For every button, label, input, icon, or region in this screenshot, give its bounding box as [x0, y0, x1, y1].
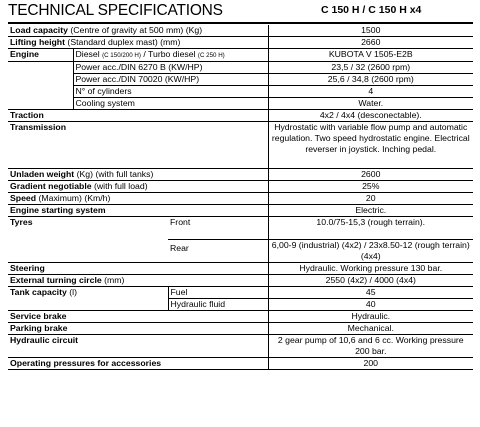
table-row	[8, 37, 473, 49]
transmission-value: Hydrostatic with variable flow pump and automatic regulation. Two speed hydrostatic engine. Electrical reverser in joystick. Inching pedal.	[268, 122, 473, 169]
operating-pressures-value: 200	[268, 358, 473, 370]
table-row	[8, 323, 473, 335]
fuel-label: Fuel	[168, 287, 268, 299]
table-row	[8, 311, 473, 323]
traction-value: 4x2 / 4x4 (desconectable).	[268, 110, 473, 122]
title-bar	[8, 0, 473, 24]
cylinders-value: 4	[268, 86, 473, 98]
speed-value: 20	[268, 193, 473, 205]
lifting-height-label: Lifting height	[10, 37, 66, 47]
table-row	[8, 358, 473, 370]
gradient-value: 25%	[268, 181, 473, 193]
steering-label: Steering	[8, 263, 268, 275]
power-6270-label: Power acc./DIN 6270 B (KW/HP)	[73, 62, 268, 74]
turning-circle-value: 2550 (4x2) / 4000 (4x4)	[268, 275, 473, 287]
table-row	[8, 335, 473, 358]
engine-turbo-text: / Turbo diesel	[140, 49, 198, 59]
table-row	[8, 287, 473, 299]
load-capacity-value: 1500	[268, 25, 473, 37]
engine-model-value: KUBOTA V 1505-E2B	[268, 49, 473, 62]
table-row	[8, 74, 473, 86]
table-row	[8, 193, 473, 205]
unladen-weight-qualifier: (Kg) (with full tanks)	[74, 169, 154, 179]
parking-brake-label: Parking brake	[8, 323, 268, 335]
power-6270-value: 23,5 / 32 (2600 rpm)	[268, 62, 473, 74]
turning-circle-label: External turning circle	[10, 275, 102, 285]
tyres-rear-value: 6,00-9 (industrial) (4x2) / 23x8.50-12 (rough terrain) (4x4)	[268, 240, 473, 263]
cooling-value: Water.	[268, 98, 473, 110]
tank-capacity-qualifier: (l)	[66, 287, 77, 297]
unladen-weight-value: 2600	[268, 169, 473, 181]
engine-label: Engine	[8, 49, 73, 62]
engine-turbo-models: (C 250 H)	[197, 52, 225, 59]
tyres-front-label: Front	[168, 217, 268, 240]
gradient-qualifier: (with full load)	[91, 181, 148, 191]
parking-brake-value: Mechanical.	[268, 323, 473, 335]
hydraulic-circuit-label: Hydraulic circuit	[8, 335, 268, 358]
service-brake-value: Hydraulic.	[268, 311, 473, 323]
tyres-front-value: 10.0/75-15,3 (rough terrain).	[268, 217, 473, 240]
table-row	[8, 217, 473, 240]
operating-pressures-label: Operating pressures for accessories	[8, 358, 268, 370]
transmission-label: Transmission	[8, 122, 268, 169]
power-70020-value: 25,6 / 34,8 (2600 rpm)	[268, 74, 473, 86]
cooling-label: Cooling system	[73, 98, 268, 110]
table-row	[8, 86, 473, 98]
power-70020-label: Power acc./DIN 70020 (KW/HP)	[73, 74, 268, 86]
engine-starting-value: Electric.	[268, 205, 473, 217]
table-row	[8, 299, 473, 311]
engine-starting-label: Engine starting system	[8, 205, 268, 217]
lifting-height-value: 2660	[268, 37, 473, 49]
speed-label: Speed	[10, 193, 37, 203]
speed-qualifier: (Maximum) (Km/h)	[36, 193, 111, 203]
cylinders-label: N° of cylinders	[73, 86, 268, 98]
load-capacity-label: Load capacity	[10, 25, 68, 35]
model-heading: C 150 H / C 150 H x4	[321, 4, 422, 16]
table-row	[8, 275, 473, 287]
engine-model-label	[73, 49, 268, 62]
turning-circle-qualifier: (mm)	[101, 275, 125, 285]
table-row	[8, 25, 473, 37]
table-row	[8, 169, 473, 181]
lifting-height-qualifier: (Standard duplex mast) (mm)	[65, 37, 181, 47]
hydraulic-fluid-label: Hydraulic fluid	[168, 299, 268, 311]
steering-value: Hydraulic. Working pressure 130 bar.	[268, 263, 473, 275]
traction-label: Traction	[8, 110, 268, 122]
table-row	[8, 49, 473, 62]
tank-capacity-label: Tank capacity	[10, 287, 67, 297]
fuel-value: 45	[268, 287, 473, 299]
table-row	[8, 240, 473, 263]
document-title: TECHNICAL SPECIFICATIONS	[8, 2, 223, 19]
tyres-label: Tyres	[10, 217, 33, 227]
engine-diesel-models: (C 150/200 H)	[102, 52, 141, 59]
table-row	[8, 110, 473, 122]
gradient-label: Gradient negotiable	[10, 181, 92, 191]
table-row	[8, 122, 473, 169]
table-row	[8, 98, 473, 110]
hydraulic-fluid-value: 40	[268, 299, 473, 311]
engine-diesel-text: Diesel	[75, 49, 103, 59]
table-row	[8, 263, 473, 275]
spec-table	[8, 25, 473, 370]
load-capacity-qualifier: (Centre of gravity at 500 mm) (Kg)	[67, 25, 203, 35]
tyres-rear-label: Rear	[168, 240, 268, 263]
table-row	[8, 205, 473, 217]
table-row	[8, 181, 473, 193]
hydraulic-circuit-value: 2 gear pump of 10,6 and 6 cc. Working pressure 200 bar.	[268, 335, 473, 358]
service-brake-label: Service brake	[8, 311, 268, 323]
unladen-weight-label: Unladen weight	[10, 169, 75, 179]
table-row	[8, 62, 473, 74]
